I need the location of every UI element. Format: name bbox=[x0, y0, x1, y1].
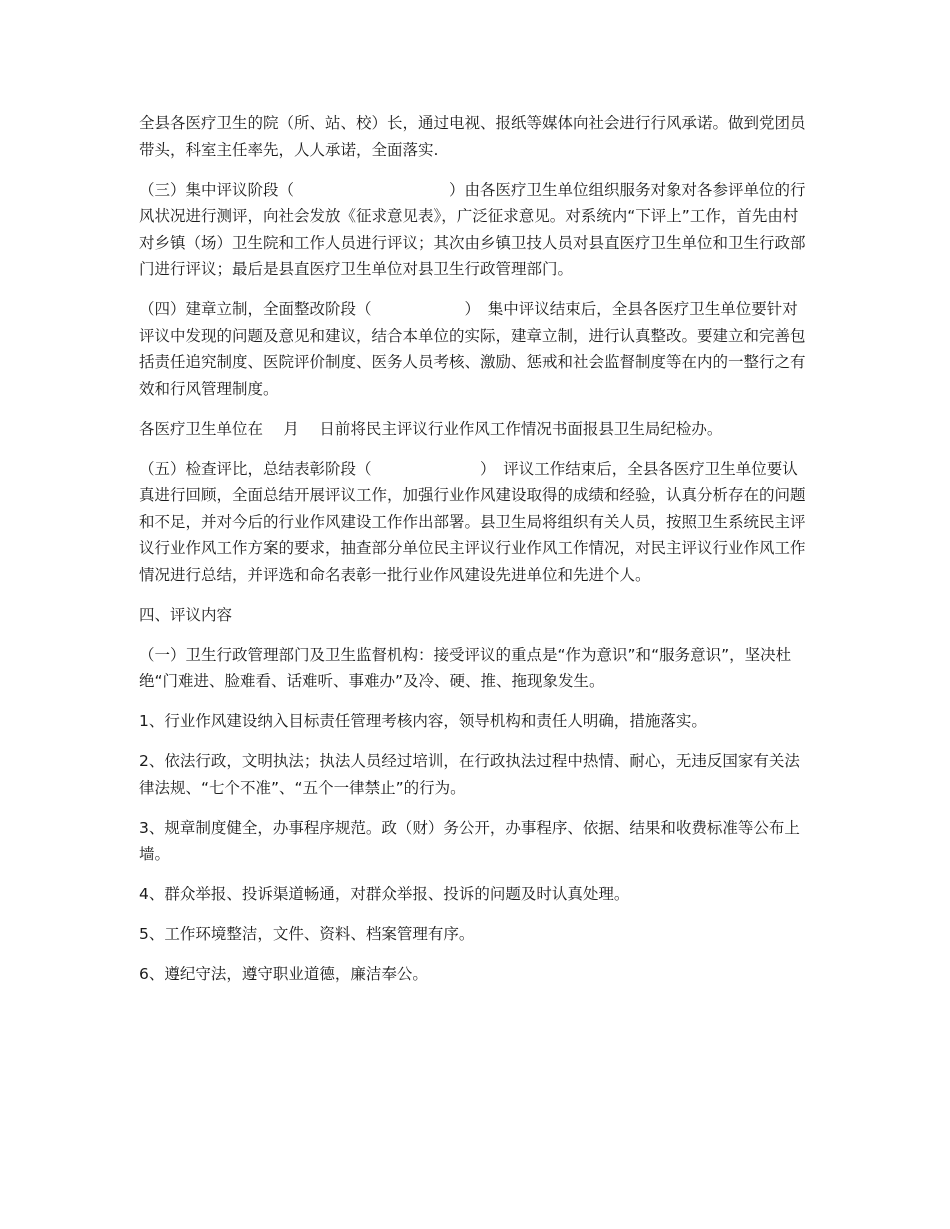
document-body bbox=[139, 110, 811, 1001]
section-heading-review-content: 四、评议内容 bbox=[139, 605, 233, 624]
paragraph-stage-three: （三）集中评议阶段（ ）由各医疗卫生单位组织服务对象对各参评单位的行风状况进行测评，向社会发放《征求意见表》，广泛征求意见。对系统内“下评上”工作，首先由村对乡镇（场）卫生院和工作人员进行评议；其次由乡镇卫技人员对县直医疗卫生单位和卫生行政部门进行评议；最后是县直医疗卫生单位对县卫生行政管理部门。 bbox=[139, 180, 806, 278]
list-item-3: 3、规章制度健全，办事程序规范。政（财）务公开，办事程序、依据、结果和收费标准等公布上墙。 bbox=[139, 818, 800, 863]
paragraph-stage-four: （四）建章立制，全面整改阶段（ ） 集中评议结束后，全县各医疗卫生单位要针对评议中发现的问题及意见和建议，结合本单位的实际，建章立制，进行认真整改。要建立和完善包括责任追究制度、医院评价制度、医务人员考核、激励、惩戒和社会监督制度等在内的一整行之有效和行风管理制度。 bbox=[139, 300, 806, 398]
paragraph-report-deadline: 各医疗卫生单位在 月 日前将民主评议行业作风工作情况书面报县卫生局纪检办。 bbox=[139, 419, 723, 438]
list-item-6: 6、遵纪守法，遵守职业道德，廉洁奉公。 bbox=[139, 965, 428, 983]
list-item-4: 4、群众举报、投诉渠道畅通，对群众举报、投诉的问题及时认真处理。 bbox=[139, 885, 630, 903]
paragraph-admin-departments: （一）卫生行政管理部门及卫生监督机构：接受评议的重点是“作为意识”和“服务意识”，坚决杜绝“门难进、脸难看、话难听、事难办”及冷、硬、推、拖现象发生。 bbox=[139, 645, 792, 690]
list-item-1: 1、行业作风建设纳入目标责任管理考核内容，领导机构和责任人明确，措施落实。 bbox=[139, 712, 707, 730]
list-item-2: 2、依法行政，文明执法；执法人员经过培训，在行政执法过程中热情、耐心，无违反国家有关法律法规、“七个不准”、“五个一律禁止”的行为。 bbox=[139, 752, 800, 797]
paragraph-stage-five: （五）检查评比，总结表彰阶段（ ） 评议工作结束后，全县各医疗卫生单位要认真进行回顾，全面总结开展评议工作，加强行业作风建设取得的成绩和经验，认真分析存在的问题和不足，并对今后的行业作风建设工作作出部署。县卫生局将组织有关人员，按照卫生系统民主评议行业作风工作方案的要求，抽查部分单位民主评议行业作风工作情况，对民主评议行业作风工作情况进行总结，并评选和命名表彰一批行业作风建设先进单位和先进个人。 bbox=[139, 459, 806, 584]
paragraph-continuation: 全县各医疗卫生的院（所、站、校）长，通过电视、报纸等媒体向社会进行行风承诺。做到党团员带头，科室主任率先，人人承诺，全面落实. bbox=[139, 114, 806, 159]
list-item-5: 5、工作环境整洁，文件、资料、档案管理有序。 bbox=[139, 925, 475, 943]
